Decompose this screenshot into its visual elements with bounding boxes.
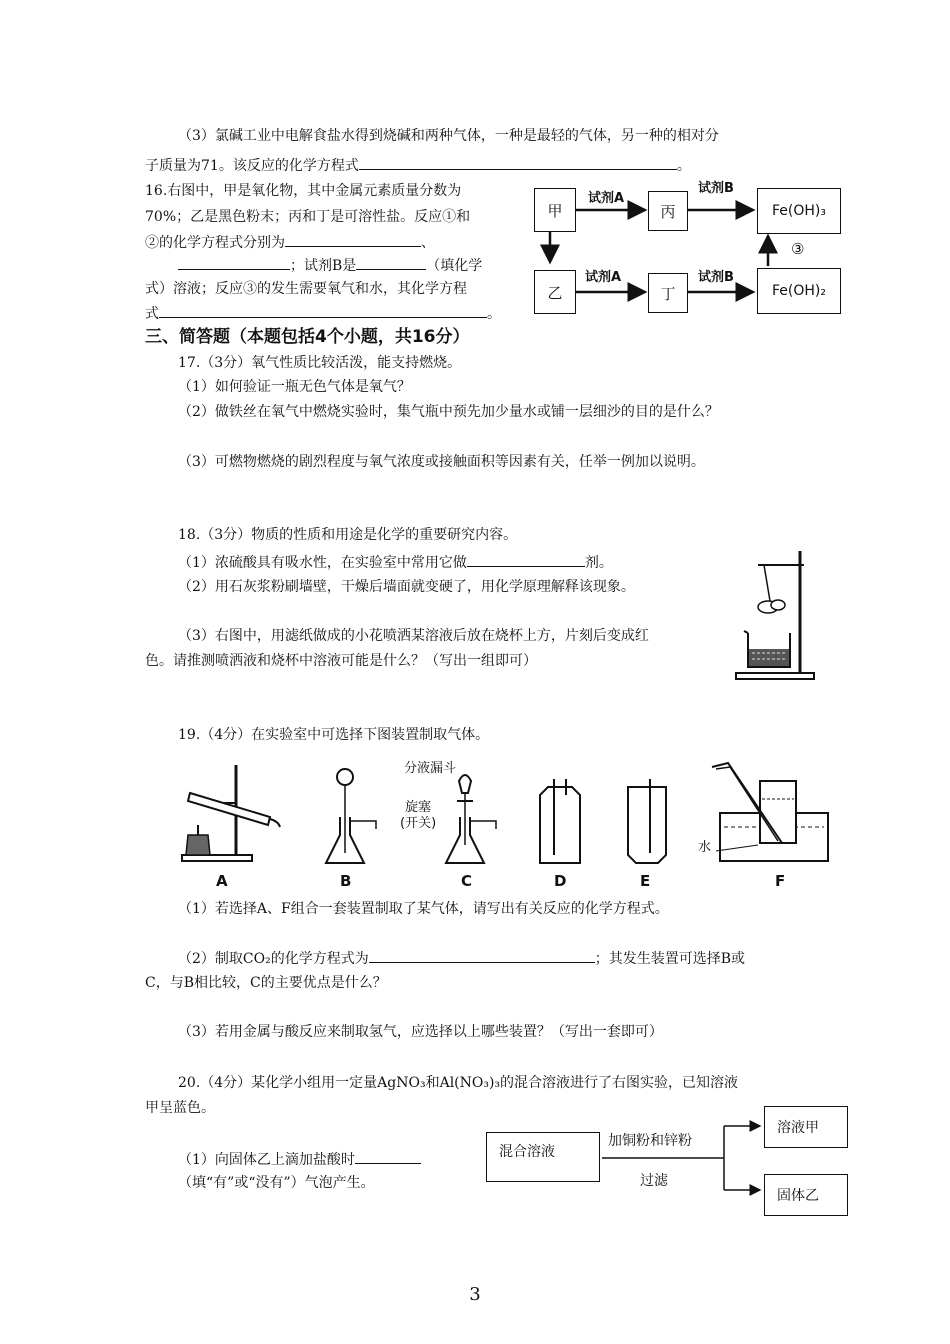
label-apparatus-a: A xyxy=(216,872,228,890)
q19-part2-line1: （2）制取CO₂的化学方程式为 ；其发生装置可选择B或 xyxy=(178,948,745,969)
label-add-copper-zinc: 加铜粉和锌粉 xyxy=(608,1133,692,1149)
label-filter: 过滤 xyxy=(640,1173,668,1189)
section-3-title: 三、简答题（本题包括4个小题，共16分） xyxy=(145,327,470,347)
q17-part1: （1）如何验证一瓶无色气体是氧气？ xyxy=(178,379,411,395)
label-valve: 旋塞 xyxy=(405,800,432,815)
label-apparatus-b: B xyxy=(340,872,352,890)
q15-line1: （3）氯碱工业中电解食盐水得到烧碱和两种气体，一种是最轻的气体，另一种的相对分 xyxy=(178,128,719,144)
label-valve-switch: (开关) xyxy=(400,816,437,831)
q18-part2: （2）用石灰浆粉刷墙壁，干燥后墙面就变硬了，用化学原理解释该现象。 xyxy=(178,579,635,595)
q18-part3-line1: （3）右图中，用滤纸做成的小花喷洒某溶液后放在烧杯上方，片刻后变成红 xyxy=(178,628,649,644)
q16-line1: 16.右图中，甲是氧化物，其中金属元素质量分数为 xyxy=(145,183,462,199)
box-ding: 丁 xyxy=(648,273,688,313)
box-fe-oh-3: Fe(OH)₃ xyxy=(757,188,841,234)
label-apparatus-f: F xyxy=(775,872,786,890)
label-apparatus-e: E xyxy=(640,872,651,890)
q16-line5: 式）溶液；反应③的发生需要氧气和水，其化学方程 xyxy=(145,281,467,297)
label-water: 水 xyxy=(698,840,712,855)
q16-line6: 式 。 xyxy=(145,303,501,324)
q20-line1: 20.（4分）某化学小组用一定量AgNO₃和Al(NO₃)₃的混合溶液进行了右图实验，已知溶液 xyxy=(178,1075,739,1091)
q15-line2: 子质量为71。该反应的化学方程式 。 xyxy=(145,155,691,176)
label-separatory-funnel: 分液漏斗 xyxy=(404,761,457,776)
q18-stem: 18.（3分）物质的性质和用途是化学的重要研究内容。 xyxy=(178,527,518,543)
box-solid-yi: 固体乙 xyxy=(764,1174,848,1216)
q18-part1: （1）浓硫酸具有吸水性，在实验室中常用它做 剂。 xyxy=(178,552,613,573)
box-fe-oh-2: Fe(OH)₂ xyxy=(757,268,841,314)
q16-line3: ②的化学方程式分别为 、 xyxy=(145,232,435,253)
label-apparatus-d: D xyxy=(554,872,567,890)
box-solution-jia: 溶液甲 xyxy=(764,1106,848,1148)
box-yi: 乙 xyxy=(534,270,576,314)
q20-part1-line1: （1）向固体乙上滴加盐酸时 xyxy=(178,1149,421,1170)
box-bing: 丙 xyxy=(648,191,688,231)
q16-line2: 70%；乙是黑色粉末；丙和丁是可溶性盐。反应①和 xyxy=(145,209,471,225)
label-apparatus-c: C xyxy=(461,872,473,890)
label-reagent-a-top: 试剂A xyxy=(588,191,625,206)
q19-stem: 19.（4分）在实验室中可选择下图装置制取气体。 xyxy=(178,727,490,743)
q19-part3: （3）若用金属与酸反应来制取氢气，应选择以上哪些装置？（写出一套即可） xyxy=(178,1024,663,1040)
q17-part2: （2）做铁丝在氧气中燃烧实验时，集气瓶中预先加少量水或铺一层细沙的目的是什么？ xyxy=(178,404,719,420)
q20-line2: 甲呈蓝色。 xyxy=(145,1100,215,1116)
q16-line4: ；试剂B是 （填化学 xyxy=(178,255,482,276)
q19-part1: （1）若选择A、F组合一套装置制取了某气体，请写出有关反应的化学方程式。 xyxy=(178,901,669,917)
label-reagent-b-bottom: 试剂B xyxy=(698,270,734,285)
label-reagent-b-top: 试剂B xyxy=(698,181,734,196)
q19-part2-line2: C，与B相比较，C的主要优点是什么？ xyxy=(145,975,387,991)
box-jia: 甲 xyxy=(534,188,576,232)
q18-part3-line2: 色。请推测喷洒液和烧杯中溶液可能是什么？（写出一组即可） xyxy=(145,653,537,669)
label-reaction-3: ③ xyxy=(791,240,805,258)
q17-stem: 17.（3分）氧气性质比较活泼，能支持燃烧。 xyxy=(178,355,462,371)
page-number: 3 xyxy=(469,1284,481,1305)
box-mixed-solution: 混合溶液 xyxy=(486,1132,600,1182)
q17-part3: （3）可燃物燃烧的剧烈程度与氧气浓度或接触面积等因素有关，任举一例加以说明。 xyxy=(178,454,705,470)
label-reagent-a-bottom: 试剂A xyxy=(585,270,622,285)
q20-part1-line2: （填“有”或“没有”）气泡产生。 xyxy=(178,1175,375,1191)
